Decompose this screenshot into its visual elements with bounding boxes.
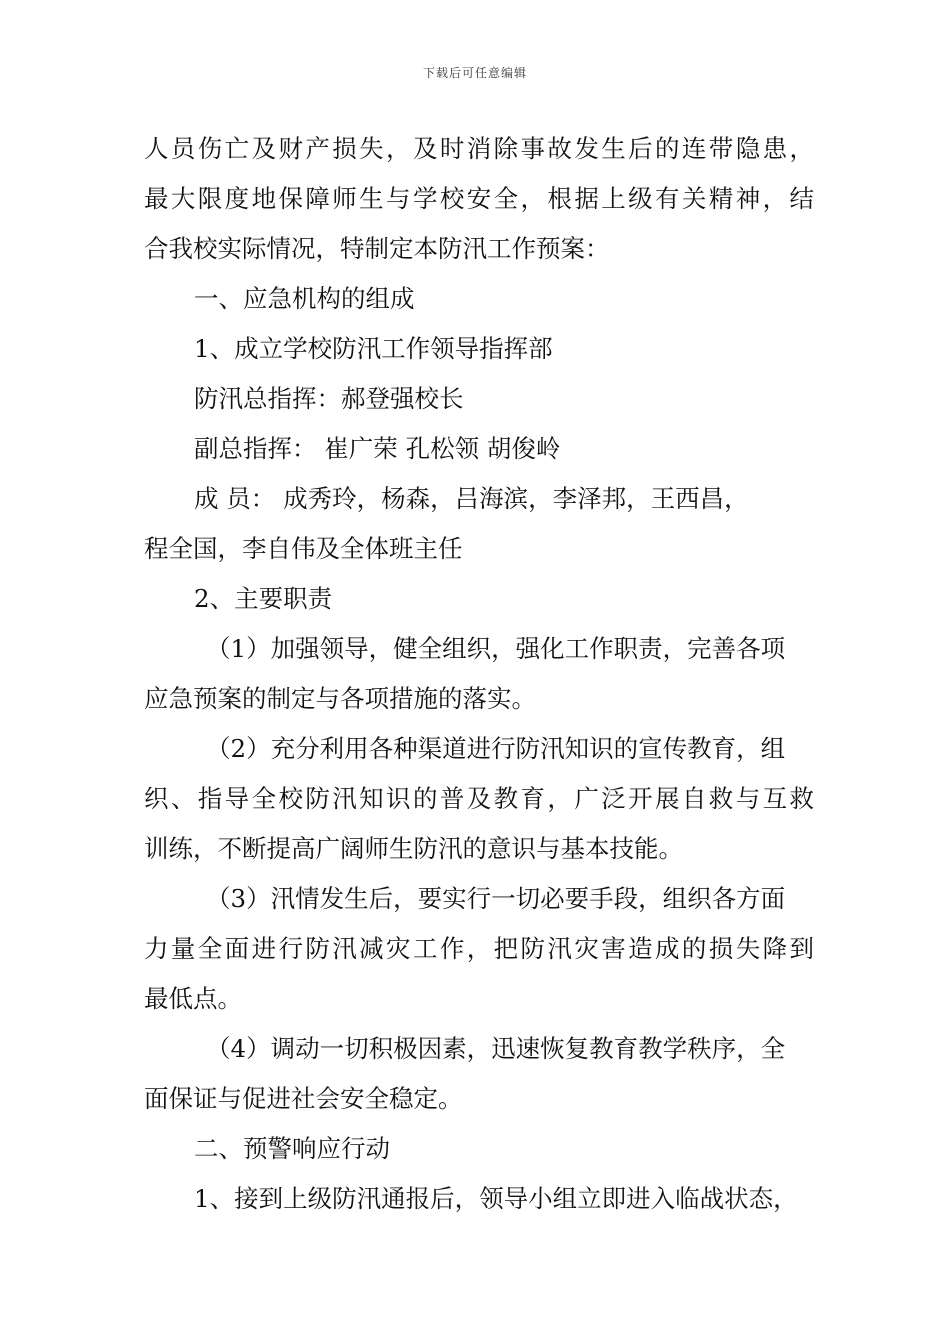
text-line: 防汛总指挥：郝登强校长 xyxy=(194,384,464,413)
subsection-heading: 1、成立学校防汛工作领导指挥部 xyxy=(194,334,553,363)
text-line: 人员伤亡及财产损失，及时消除事故发生后的连带隐患， xyxy=(144,134,814,163)
page-header: 下载后可任意编辑 xyxy=(422,66,527,80)
text-line: 副总指挥： 崔广荣 孔松领 胡俊岭 xyxy=(194,434,561,463)
text-line: 训练，不断提高广阔师生防汛的意识与基本技能。 xyxy=(144,834,683,863)
text-line: 合我校实际情况，特制定本防汛工作预案： xyxy=(144,234,610,263)
text-line: 力量全面进行防汛减灾工作，把防汛灾害造成的损失降到 xyxy=(144,934,814,963)
document-body xyxy=(144,124,814,1224)
section-heading: 二、预警响应行动 xyxy=(194,1134,390,1163)
text-line: 程全国，李自伟及全体班主任 xyxy=(144,534,463,563)
text-line: 应急预案的制定与各项措施的落实。 xyxy=(144,684,536,713)
text-line: （3）汛情发生后，要实行一切必要手段，组织各方面 xyxy=(206,884,786,913)
text-line: （4）调动一切积极因素，迅速恢复教育教学秩序，全 xyxy=(206,1034,786,1063)
section-heading: 一、应急机构的组成 xyxy=(194,284,415,313)
text-line: 织、指导全校防汛知识的普及教育，广泛开展自救与互救 xyxy=(144,784,814,813)
text-line: 1、接到上级防汛通报后，领导小组立即进入临战状态， xyxy=(194,1184,798,1213)
text-line: 成 员： 成秀玲，杨森，吕海滨，李泽邦，王西昌， xyxy=(194,484,749,513)
text-line: 最低点。 xyxy=(144,984,242,1013)
text-line: 最大限度地保障师生与学校安全，根据上级有关精神，结 xyxy=(144,184,814,213)
text-line: 面保证与促进社会安全稳定。 xyxy=(144,1084,463,1113)
text-line: （2）充分利用各种渠道进行防汛知识的宣传教育，组 xyxy=(206,734,786,763)
subsection-heading: 2、主要职责 xyxy=(194,584,333,613)
text-line: （1）加强领导，健全组织，强化工作职责，完善各项 xyxy=(206,634,786,663)
